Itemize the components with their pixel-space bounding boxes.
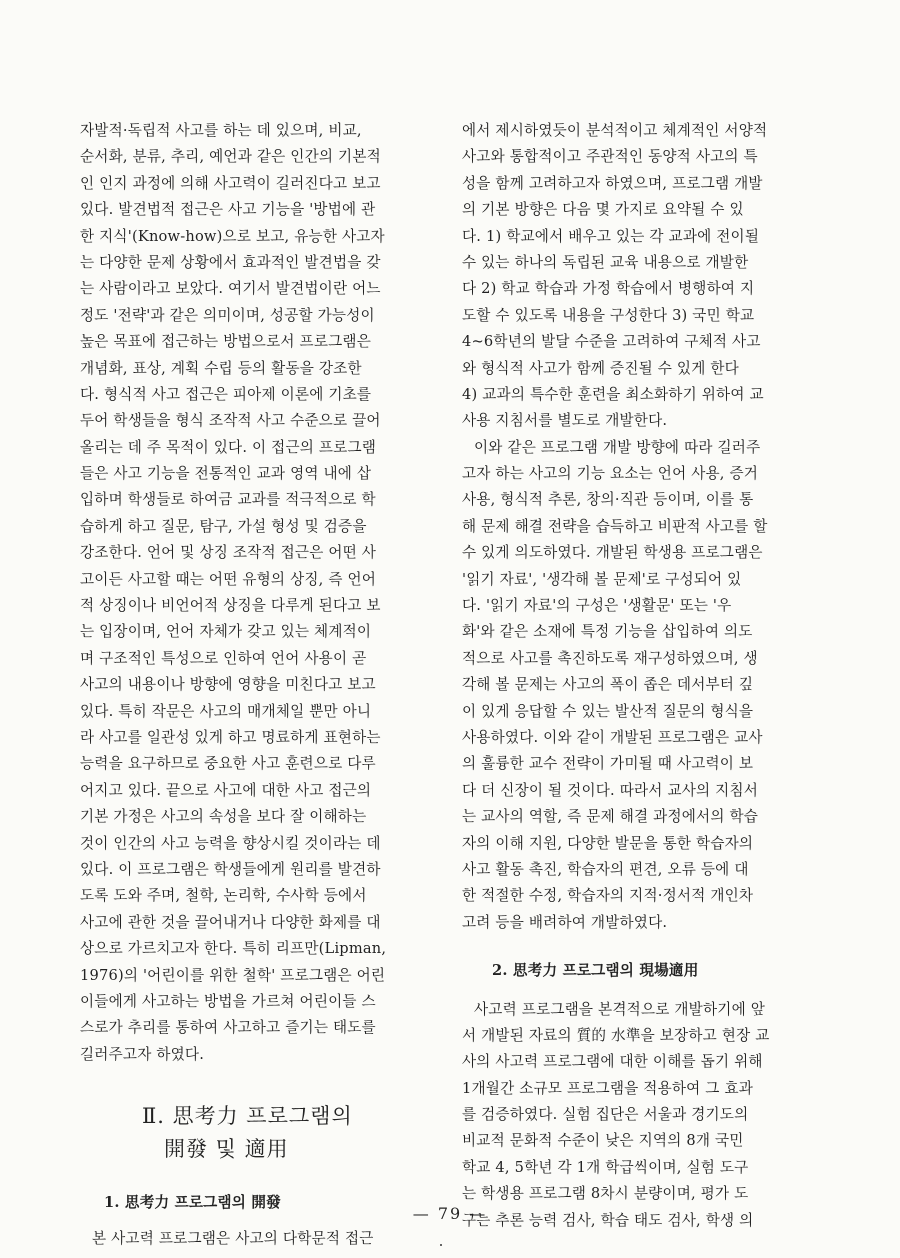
text-line: 성을 함께 고려하고자 하였으며, 프로그램 개발 (462, 174, 763, 192)
text-line: 본 사고력 프로그램은 사고의 다학문적 접근 (92, 1230, 374, 1248)
text-line: 입하며 학생들로 하여금 교과를 적극적으로 학 (80, 491, 376, 509)
text-line: 라 사고를 일관성 있게 하고 명료하게 표현하는 (80, 728, 381, 746)
text-line: 사고에 관한 것을 끌어내거나 다양한 화제를 대 (80, 913, 381, 931)
text-line: 스로가 추리를 통하여 사고하고 즐기는 태도를 (80, 1019, 376, 1037)
text-line: 를 검증하였다. 실험 집단은 서울과 경기도의 (462, 1106, 749, 1124)
chapter-heading-line-2: 開發 및 適用 (164, 1137, 289, 1162)
left-column (80, 118, 432, 1253)
right-paragraph-2 (462, 435, 820, 936)
text-line: 는 다양한 문제 상황에서 효과적인 발견법을 갖 (80, 253, 381, 271)
text-line: 학교 4, 5학년 각 1개 학급씩이며, 실험 도구 (462, 1158, 749, 1176)
spacer (462, 985, 820, 997)
text-line: 개념화, 표상, 계획 수립 등의 활동을 강조한 (80, 359, 362, 377)
text-line: 어지고 있다. 끝으로 사고에 대한 사고 접근의 (80, 781, 372, 799)
chapter-heading (142, 1100, 432, 1166)
text-line: 고려 등을 배려하여 개발하였다. (462, 913, 668, 931)
text-line: 화'와 같은 소재에 특정 기능을 삽입하여 의도 (462, 623, 753, 641)
page-number: — 79 — (412, 1204, 488, 1223)
text-line: 있다. 발견법적 접근은 사고 기능을 '방법에 관 (80, 201, 376, 219)
text-line: 길러주고자 하였다. (80, 1045, 205, 1063)
text-line: 정도 '전략'과 같은 의미이며, 성공할 가능성이 (80, 306, 375, 324)
text-line: 며 구조적인 특성으로 인하여 언어 사용이 곧 (80, 649, 367, 667)
text-line: 도할 수 있도록 내용을 구성한다 3) 국민 학교 (462, 306, 755, 324)
text-line: 사고력 프로그램을 본격적으로 개발하기에 앞 (474, 1000, 766, 1018)
text-line: 있다. 특히 작문은 사고의 매개체일 뿐만 아니 (80, 702, 372, 720)
text-line: 고이든 사고할 때는 어떤 유형의 상징, 즉 언어 (80, 570, 377, 588)
text-line: 4) 교과의 특수한 훈련을 최소화하기 위하여 교 (462, 385, 764, 403)
text-line: 다 더 신장이 될 것이다. 따라서 교사의 지침서 (462, 781, 759, 799)
text-line: 이 있게 응답할 수 있는 발산적 질문의 형식을 (462, 702, 754, 720)
text-line: 사용, 형식적 추론, 창의·직관 등이며, 이를 통 (462, 491, 754, 509)
left-paragraph (80, 118, 432, 1068)
text-line: 사고와 통합적이고 주관적인 동양적 사고의 특 (462, 148, 758, 166)
text-line: 는 교사의 역할, 즉 문제 해결 과정에서의 학습 (462, 808, 759, 826)
text-line: 높은 목표에 접근하는 방법으로서 프로그램은 (80, 333, 372, 351)
text-line: 이와 같은 프로그램 개발 방향에 따라 길러주 (474, 438, 761, 456)
text-line: 사의 사고력 프로그램에 대한 이해를 돕기 위해 (462, 1053, 763, 1071)
text-line: 서 개발된 자료의 質的 水準을 보장하고 현장 교 (462, 1026, 770, 1044)
text-line: 기본 가정은 사고의 속성을 보다 잘 이해하는 (80, 808, 367, 826)
text-line: 사용하였다. 이와 같이 개발된 프로그램은 교사 (462, 728, 763, 746)
text-line: 4~6학년의 발달 수준을 고려하여 구체적 사고 (462, 333, 761, 351)
section-application-paragraph (462, 997, 820, 1235)
text-line: 는 사람이라고 보았다. 여기서 발견법이란 어느 (80, 280, 381, 298)
text-line: 는 입장이며, 언어 자체가 갖고 있는 체계적이 (80, 623, 372, 641)
section-development-paragraph (80, 1226, 432, 1252)
text-line: 사용 지침서를 별도로 개발한다. (462, 412, 668, 430)
text-line: 비교적 문화적 수준이 낮은 지역의 8개 국민 (462, 1132, 744, 1150)
text-line: 적으로 사고를 촉진하도록 재구성하였으며, 생 (462, 649, 758, 667)
text-line: 1976)의 '어린이를 위한 철학' 프로그램은 어린 (80, 966, 386, 984)
text-line: 사고의 내용이나 방향에 영향을 미친다고 보고 (80, 676, 376, 694)
text-line: 의 기본 방향은 다음 몇 가지로 요약될 수 있 (462, 201, 744, 219)
text-line: 적 상징이나 비언어적 상징을 다루게 된다고 보 (80, 597, 381, 615)
text-line: 자발적·독립적 사고를 하는 데 있으며, 비교, (80, 122, 362, 139)
text-line: 자의 이해 지원, 다양한 발문을 통한 학습자의 (462, 834, 754, 852)
text-line: 의 훌륭한 교수 전략이 가미될 때 사고력이 보 (462, 755, 754, 773)
text-line: 다. 형식적 사고 접근은 피아제 이론에 기초를 (80, 385, 372, 403)
scan-speck (440, 1244, 442, 1246)
section-heading-application: 2. 思考力 프로그램의 現場適用 (492, 962, 699, 980)
text-line: 다. 1) 학교에서 배우고 있는 각 교과에 전이될 (462, 227, 760, 245)
section-heading-development: 1. 思考力 프로그램의 開發 (104, 1194, 281, 1212)
right-paragraph-1 (462, 118, 820, 435)
text-line: 고자 하는 사고의 기능 요소는 언어 사용, 증거 (462, 465, 759, 483)
text-line: 두어 학생들을 형식 조작적 사고 수준으로 끌어 (80, 412, 381, 430)
text-line: 능력을 요구하므로 중요한 사고 훈련으로 다루 (80, 755, 376, 773)
text-line: 있다. 이 프로그램은 학생들에게 원리를 발견하 (80, 860, 381, 878)
chapter-heading-line-1: Ⅱ. 思考力 프로그램의 (142, 1104, 353, 1129)
text-line: 다 2) 학교 학습과 가정 학습에서 병행하여 지 (462, 280, 755, 298)
text-line: '읽기 자료', '생각해 볼 문제'로 구성되어 있 (462, 570, 742, 588)
text-line: 올리는 데 주 목적이 있다. 이 접근의 프로그램 (80, 438, 377, 456)
text-line: 들은 사고 기능을 전통적인 교과 영역 내에 삽 (80, 465, 372, 483)
text-line: 습하게 하고 질문, 탐구, 가설 형성 및 검증을 (80, 517, 367, 535)
text-line: 인 인지 과정에 의해 사고력이 길러진다고 보고 (80, 174, 381, 192)
text-line: 이들에게 사고하는 방법을 가르쳐 어린이들 스 (80, 992, 376, 1010)
text-line: 상으로 가르치고자 한다. 특히 리프만(Lipman, (80, 940, 387, 958)
text-line: 와 형식적 사고가 함께 증진될 수 있게 한다 (462, 359, 739, 377)
text-line: 한 지식'(Know-how)으로 보고, 유능한 사고자 (80, 227, 385, 245)
text-line: 해 문제 해결 전략을 습득하고 비판적 사고를 할 (462, 517, 768, 535)
text-line: 수 있는 하나의 독립된 교육 내용으로 개발한 (462, 253, 749, 271)
right-column (462, 118, 820, 1234)
text-line: 도록 도와 주며, 철학, 논리학, 수사학 등에서 (80, 887, 367, 905)
text-line: 다. '읽기 자료'의 구성은 '생활문' 또는 '우 (462, 597, 732, 615)
text-line: 강조한다. 언어 및 상징 조작적 접근은 어떤 사 (80, 544, 377, 562)
text-line: 각해 볼 문제는 사고의 폭이 좁은 데서부터 깊 (462, 676, 754, 694)
text-line: 순서화, 분류, 추리, 예언과 같은 인간의 기본적 (80, 148, 381, 166)
text-line: 수 있게 의도하였다. 개발된 학생용 프로그램은 (462, 544, 763, 562)
text-line: 것이 인간의 사고 능력을 향상시킬 것이라는 데 (80, 834, 381, 852)
text-line: 구는 추론 능력 검사, 학습 태도 검사, 학생 의 (462, 1211, 754, 1229)
text-line: 한 적절한 수정, 학습자의 지적·정서적 개인차 (462, 887, 754, 905)
text-line: 1개월간 소규모 프로그램을 적용하여 그 효과 (462, 1079, 754, 1097)
text-line: 사고 활동 촉진, 학습자의 편견, 오류 등에 대 (462, 860, 749, 878)
text-line: 는 학생용 프로그램 8차시 분량이며, 평가 도 (462, 1185, 749, 1203)
text-line: 에서 제시하였듯이 분석적이고 체계적인 서양적 (462, 122, 768, 139)
